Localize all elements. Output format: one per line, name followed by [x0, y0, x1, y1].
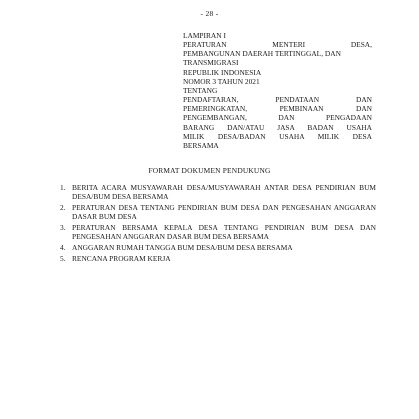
item-number: 2.: [60, 203, 66, 212]
regulation-subject-line: BARANG DAN/ATAU JASA BADAN USAHA: [183, 122, 372, 132]
section-title: FORMAT DOKUMEN PENDUKUNG: [148, 166, 271, 175]
regulation-title-line: PERATURAN MENTERI DESA,: [183, 40, 372, 50]
item-number: 4.: [60, 243, 66, 252]
regulation-subject-line: PENGEMBANGAN, DAN PENGADAAN: [183, 113, 372, 123]
regulation-number: NOMOR 3 TAHUN 2021: [183, 76, 260, 86]
page-number: - 28 -: [200, 9, 219, 18]
regulation-subject-line: MILIK DESA/BADAN USAHA MILIK DESA: [183, 131, 372, 141]
regulation-title-line: TRANSMIGRASI: [183, 58, 239, 68]
regulation-about-label: TENTANG: [183, 85, 218, 95]
regulation-title-line: REPUBLIK INDONESIA: [183, 67, 262, 77]
list-item: [60, 223, 376, 242]
item-text: RENCANA PROGRAM KERJA: [72, 253, 171, 263]
list-item: [60, 243, 376, 252]
attachment-header: [183, 31, 372, 150]
regulation-subject-line: PEMERINGKATAN, PEMBINAAN DAN: [183, 104, 372, 114]
item-text: ANGGARAN RUMAH TANGGA BUM DESA/BUM DESA BERSAMA: [72, 243, 293, 252]
list-item: [60, 203, 376, 222]
item-text: PERATURAN BERSAMA KEPALA DESA TENTANG PENDIRIAN BUM DESA DAN PENGESAHAN ANGGARAN DASAR BUM DESA BERSAMA: [72, 223, 376, 242]
regulation-title-line: PEMBANGUNAN DAERAH TERTINGGAL, DAN: [183, 49, 341, 59]
regulation-subject-line: PENDAFTARAN, PENDATAAN DAN: [183, 95, 372, 105]
item-number: 1.: [60, 183, 66, 192]
list-item: [60, 183, 376, 202]
item-text: PERATURAN DESA TENTANG PENDIRIAN BUM DESA DAN PENGESAHAN ANGGARAN DASAR BUM DESA: [72, 203, 376, 222]
item-number: 3.: [60, 223, 66, 232]
item-number: 5.: [60, 253, 66, 263]
list-item: [60, 254, 376, 263]
regulation-subject-line: BERSAMA: [183, 140, 219, 150]
attachment-label: LAMPIRAN I: [183, 31, 226, 40]
item-text: BERITA ACARA MUSYAWARAH DESA/MUSYAWARAH ANTAR DESA PENDIRIAN BUM DESA/BUM DESA BERSAMA: [72, 183, 376, 202]
document-list: [60, 183, 376, 264]
